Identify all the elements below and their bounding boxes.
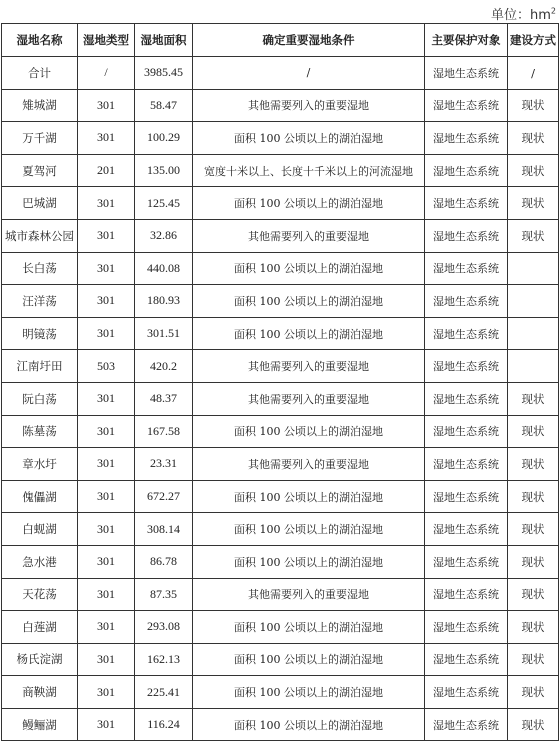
cell-protection: 湿地生态系统 [425,415,508,448]
cell-type: 201 [78,154,135,187]
cell-area: 293.08 [135,611,193,644]
table-row [2,643,559,676]
header-wetland-name: 湿地名称 [2,24,78,57]
cell-mode: 现状 [508,480,559,513]
table-row [2,545,559,578]
table-row [2,285,559,318]
cell-type: 301 [78,448,135,481]
cell-mode: 现状 [508,89,559,122]
cell-protection: 湿地生态系统 [425,57,508,90]
cell-mode [508,285,559,318]
cell-name: 阮白荡 [2,382,78,415]
cell-area: 135.00 [135,154,193,187]
table-row [2,611,559,644]
table-row [2,122,559,155]
cell-name: 雉城湖 [2,89,78,122]
cell-mode: 现状 [508,513,559,546]
header-criteria: 确定重要湿地条件 [193,24,425,57]
cell-mode: 现状 [508,415,559,448]
cell-area: 3985.45 [135,57,193,90]
cell-mode: 现状 [508,676,559,709]
cell-name: 万千湖 [2,122,78,155]
cell-mode: 现状 [508,578,559,611]
cell-type: 301 [78,252,135,285]
cell-mode: 现状 [508,545,559,578]
cell-area: 167.58 [135,415,193,448]
cell-name: 汪洋荡 [2,285,78,318]
cell-name: 章水圩 [2,448,78,481]
cell-type: 301 [78,545,135,578]
cell-criteria: 其他需要列入的重要湿地 [193,448,425,481]
cell-mode: 现状 [508,122,559,155]
cell-criteria: 其他需要列入的重要湿地 [193,89,425,122]
cell-area: 23.31 [135,448,193,481]
header-construction-mode: 建设方式 [508,24,559,57]
cell-type: 301 [78,317,135,350]
cell-mode: 现状 [508,643,559,676]
cell-name: 杨氏淀湖 [2,643,78,676]
cell-criteria: 其他需要列入的重要湿地 [193,578,425,611]
table-row [2,578,559,611]
cell-area: 440.08 [135,252,193,285]
cell-protection: 湿地生态系统 [425,350,508,383]
cell-area: 301.51 [135,317,193,350]
cell-area: 86.78 [135,545,193,578]
cell-mode: 现状 [508,219,559,252]
table-row [2,317,559,350]
table-row [2,154,559,187]
cell-criteria: 面积 100 公顷以上的湖泊湿地 [193,317,425,350]
cell-area: 116.24 [135,708,193,741]
table-row [2,219,559,252]
header-protection-target: 主要保护对象 [425,24,508,57]
cell-type: / [78,57,135,90]
cell-criteria: 面积 100 公顷以上的湖泊湿地 [193,611,425,644]
cell-protection: 湿地生态系统 [425,187,508,220]
cell-mode: 现状 [508,611,559,644]
cell-name: 合计 [2,57,78,90]
cell-type: 301 [78,611,135,644]
cell-type: 301 [78,382,135,415]
cell-type: 301 [78,89,135,122]
cell-name: 商鞅湖 [2,676,78,709]
cell-criteria: 面积 100 公顷以上的湖泊湿地 [193,708,425,741]
cell-mode: / [508,57,559,90]
cell-type: 301 [78,676,135,709]
cell-protection: 湿地生态系统 [425,676,508,709]
wetland-table [1,23,559,741]
cell-protection: 湿地生态系统 [425,89,508,122]
cell-name: 巴城湖 [2,187,78,220]
cell-name: 白蚬湖 [2,513,78,546]
cell-name: 明镜荡 [2,317,78,350]
cell-type: 301 [78,219,135,252]
cell-mode: 现状 [508,708,559,741]
table-row [2,676,559,709]
cell-mode [508,317,559,350]
cell-protection: 湿地生态系统 [425,578,508,611]
table-row [2,382,559,415]
table-row [2,415,559,448]
cell-type: 301 [78,643,135,676]
total-row [2,57,559,90]
cell-area: 225.41 [135,676,193,709]
cell-protection: 湿地生态系统 [425,545,508,578]
cell-mode: 现状 [508,382,559,415]
cell-type: 301 [78,187,135,220]
cell-criteria: 面积 100 公顷以上的湖泊湿地 [193,187,425,220]
unit-label: 单位：$hm^2$ [491,6,556,23]
cell-criteria: 其他需要列入的重要湿地 [193,382,425,415]
cell-criteria: 面积 100 公顷以上的湖泊湿地 [193,545,425,578]
cell-mode [508,350,559,383]
cell-type: 301 [78,415,135,448]
cell-area: 308.14 [135,513,193,546]
cell-name: 天花荡 [2,578,78,611]
cell-protection: 湿地生态系统 [425,317,508,350]
cell-type: 301 [78,578,135,611]
cell-protection: 湿地生态系统 [425,513,508,546]
cell-area: 162.13 [135,643,193,676]
cell-name: 白莲湖 [2,611,78,644]
table-row [2,708,559,741]
cell-area: 87.35 [135,578,193,611]
table-header-row [2,24,559,57]
cell-area: 180.93 [135,285,193,318]
cell-criteria: 其他需要列入的重要湿地 [193,219,425,252]
cell-criteria: 面积 100 公顷以上的湖泊湿地 [193,285,425,318]
cell-type: 301 [78,480,135,513]
cell-criteria: 面积 100 公顷以上的湖泊湿地 [193,122,425,155]
cell-criteria: 宽度十米以上、长度十千米以上的河流湿地 [193,154,425,187]
cell-type: 301 [78,708,135,741]
cell-type: 301 [78,122,135,155]
table-row [2,350,559,383]
cell-area: 125.45 [135,187,193,220]
cell-criteria: 面积 100 公顷以上的湖泊湿地 [193,643,425,676]
cell-protection: 湿地生态系统 [425,708,508,741]
table-row [2,513,559,546]
header-wetland-area: 湿地面积 [135,24,193,57]
cell-name: 陈墓荡 [2,415,78,448]
cell-area: 32.86 [135,219,193,252]
cell-name: 长白荡 [2,252,78,285]
cell-area: 420.2 [135,350,193,383]
table-body [2,57,559,741]
cell-name: 傀儡湖 [2,480,78,513]
cell-protection: 湿地生态系统 [425,252,508,285]
cell-type: 503 [78,350,135,383]
cell-area: 672.27 [135,480,193,513]
table-row [2,187,559,220]
cell-criteria: 面积 100 公顷以上的湖泊湿地 [193,480,425,513]
table-row [2,89,559,122]
cell-protection: 湿地生态系统 [425,448,508,481]
cell-mode [508,252,559,285]
cell-criteria: 其他需要列入的重要湿地 [193,350,425,383]
cell-criteria: 面积 100 公顷以上的湖泊湿地 [193,252,425,285]
header-wetland-type: 湿地类型 [78,24,135,57]
cell-name: 鳗鲡湖 [2,708,78,741]
cell-area: 58.47 [135,89,193,122]
cell-criteria: 面积 100 公顷以上的湖泊湿地 [193,415,425,448]
cell-type: 301 [78,285,135,318]
cell-name: 城市森林公园 [2,219,78,252]
cell-name: 夏驾河 [2,154,78,187]
cell-protection: 湿地生态系统 [425,122,508,155]
cell-name: 江南圩田 [2,350,78,383]
cell-area: 48.37 [135,382,193,415]
cell-mode: 现状 [508,448,559,481]
cell-mode: 现状 [508,187,559,220]
cell-protection: 湿地生态系统 [425,382,508,415]
cell-protection: 湿地生态系统 [425,643,508,676]
table-row [2,252,559,285]
cell-criteria: / [193,57,425,90]
table-row [2,480,559,513]
cell-area: 100.29 [135,122,193,155]
cell-criteria: 面积 100 公顷以上的湖泊湿地 [193,676,425,709]
cell-protection: 湿地生态系统 [425,611,508,644]
cell-type: 301 [78,513,135,546]
cell-criteria: 面积 100 公顷以上的湖泊湿地 [193,513,425,546]
cell-protection: 湿地生态系统 [425,285,508,318]
table-row [2,448,559,481]
cell-protection: 湿地生态系统 [425,219,508,252]
cell-name: 急水港 [2,545,78,578]
cell-protection: 湿地生态系统 [425,154,508,187]
cell-protection: 湿地生态系统 [425,480,508,513]
cell-mode: 现状 [508,154,559,187]
